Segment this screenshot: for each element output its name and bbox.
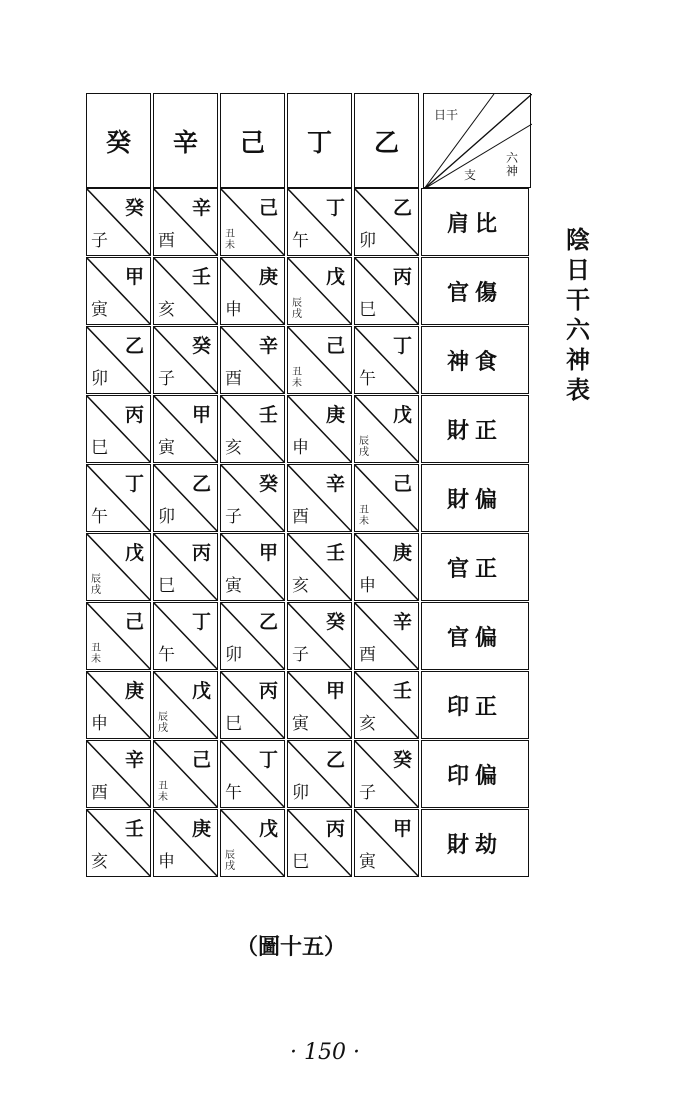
table-cell: [287, 602, 352, 670]
cell-stem: 辛: [124, 749, 144, 771]
table-cell: [153, 602, 218, 670]
cell-stem: 甲: [124, 266, 144, 288]
table-cell: [86, 464, 151, 532]
cell-stem: 庚: [124, 680, 144, 702]
cell-branch: 亥: [359, 714, 376, 734]
table-cell: [86, 395, 151, 463]
table-cell: [153, 740, 218, 808]
table-cell: [354, 533, 419, 601]
cell-branch: 午: [292, 231, 309, 251]
header-stem: 己: [220, 93, 285, 188]
cell-branch: 子: [225, 507, 242, 527]
table-cell: [220, 464, 285, 532]
cell-stem: 戊: [124, 542, 144, 564]
table-cell: [153, 326, 218, 394]
table-cell: [153, 395, 218, 463]
table-cell: [354, 809, 419, 877]
table-cell: [220, 533, 285, 601]
table-cell: [86, 326, 151, 394]
table-cell: [86, 188, 151, 256]
cell-branch: 酉: [158, 231, 175, 251]
cell-stem: 癸: [124, 197, 144, 219]
six-god-label: 官傷: [421, 257, 529, 325]
cell-stem: 甲: [325, 680, 345, 702]
cell-branch: 子: [359, 783, 376, 803]
cell-stem: 戊: [258, 818, 278, 840]
cell-branch: 午: [225, 783, 242, 803]
cell-branch: 酉: [359, 645, 376, 665]
table-cell: [287, 326, 352, 394]
table-cell: [86, 671, 151, 739]
cell-branch: 辰戌: [158, 712, 168, 734]
cell-stem: 丙: [392, 266, 412, 288]
corner-label-branch: 支: [464, 168, 477, 182]
cell-stem: 戊: [325, 266, 345, 288]
cell-branch: 巳: [359, 300, 376, 320]
table-cell: [354, 671, 419, 739]
cell-branch: 申: [359, 576, 376, 596]
table-cell: [287, 671, 352, 739]
cell-stem: 辛: [258, 335, 278, 357]
cell-branch: 辰戌: [91, 574, 101, 596]
table-cell: [354, 464, 419, 532]
cell-branch: 辰戌: [292, 298, 302, 320]
cell-stem: 甲: [191, 404, 211, 426]
cell-stem: 丁: [325, 197, 345, 219]
cell-branch: 亥: [225, 438, 242, 458]
corner-label-six-gods: 六神: [506, 151, 519, 178]
table-cell: [220, 602, 285, 670]
cell-stem: 丙: [191, 542, 211, 564]
cell-stem: 甲: [392, 818, 412, 840]
cell-stem: 丁: [392, 335, 412, 357]
cell-branch: 卯: [359, 231, 376, 251]
table-cell: [220, 188, 285, 256]
cell-branch: 午: [158, 645, 175, 665]
header-stem: 乙: [354, 93, 419, 188]
table-cell: [86, 740, 151, 808]
cell-stem: 乙: [258, 611, 278, 633]
cell-branch: 寅: [359, 852, 376, 872]
cell-branch: 子: [292, 645, 309, 665]
table-cell: [354, 740, 419, 808]
cell-stem: 己: [191, 749, 211, 771]
cell-stem: 乙: [392, 197, 412, 219]
table-cell: [354, 602, 419, 670]
six-god-label: 財正: [421, 395, 529, 463]
table-cell: [287, 809, 352, 877]
cell-stem: 辛: [191, 197, 211, 219]
cell-branch: 丑未: [359, 505, 369, 527]
cell-stem: 乙: [124, 335, 144, 357]
cell-branch: 申: [292, 438, 309, 458]
table-cell: [354, 395, 419, 463]
table-cell: [153, 464, 218, 532]
cell-stem: 戊: [392, 404, 412, 426]
cell-stem: 癸: [258, 473, 278, 495]
cell-stem: 乙: [191, 473, 211, 495]
table-cell: [220, 257, 285, 325]
table-cell: [86, 809, 151, 877]
table-cell: [287, 257, 352, 325]
figure-caption: （圖十五）: [236, 935, 347, 960]
header-stem: 癸: [86, 93, 151, 188]
table-cell: [86, 257, 151, 325]
cell-stem: 癸: [325, 611, 345, 633]
table-cell: [287, 188, 352, 256]
cell-branch: 辰戌: [359, 436, 369, 458]
cell-stem: 丁: [124, 473, 144, 495]
cell-branch: 酉: [292, 507, 309, 527]
six-god-label: 印偏: [421, 740, 529, 808]
table-cell: [153, 188, 218, 256]
cell-stem: 庚: [191, 818, 211, 840]
table-cell: [86, 533, 151, 601]
six-god-label: 印正: [421, 671, 529, 739]
cell-branch: 酉: [225, 369, 242, 389]
six-gods-table: [86, 93, 532, 883]
cell-stem: 丙: [124, 404, 144, 426]
cell-stem: 丙: [258, 680, 278, 702]
cell-branch: 酉: [91, 783, 108, 803]
corner-header: [423, 93, 531, 188]
cell-branch: 子: [158, 369, 175, 389]
cell-branch: 亥: [292, 576, 309, 596]
cell-stem: 己: [325, 335, 345, 357]
cell-stem: 庚: [392, 542, 412, 564]
cell-stem: 己: [392, 473, 412, 495]
table-cell: [354, 188, 419, 256]
cell-branch: 卯: [91, 369, 108, 389]
cell-stem: 甲: [258, 542, 278, 564]
cell-branch: 丑未: [91, 643, 101, 665]
table-cell: [287, 740, 352, 808]
header-stem: 丁: [287, 93, 352, 188]
page-title: 陰日干六神表: [566, 226, 590, 404]
cell-stem: 乙: [325, 749, 345, 771]
six-god-label: 財劫: [421, 809, 529, 877]
cell-stem: 庚: [325, 404, 345, 426]
six-god-label: 財偏: [421, 464, 529, 532]
six-god-label: 官正: [421, 533, 529, 601]
cell-branch: 申: [158, 852, 175, 872]
cell-branch: 丑未: [158, 781, 168, 803]
cell-branch: 亥: [91, 852, 108, 872]
table-cell: [86, 602, 151, 670]
table-cell: [287, 395, 352, 463]
header-stem: 辛: [153, 93, 218, 188]
cell-stem: 己: [124, 611, 144, 633]
cell-stem: 庚: [258, 266, 278, 288]
cell-stem: 癸: [191, 335, 211, 357]
cell-branch: 亥: [158, 300, 175, 320]
cell-branch: 子: [91, 231, 108, 251]
cell-branch: 巳: [225, 714, 242, 734]
cell-branch: 寅: [225, 576, 242, 596]
table-cell: [153, 809, 218, 877]
table-cell: [220, 740, 285, 808]
cell-stem: 壬: [124, 818, 144, 840]
table-cell: [220, 809, 285, 877]
table-cell: [153, 671, 218, 739]
cell-stem: 壬: [392, 680, 412, 702]
cell-branch: 午: [91, 507, 108, 527]
cell-stem: 己: [258, 197, 278, 219]
cell-stem: 癸: [392, 749, 412, 771]
cell-stem: 丙: [325, 818, 345, 840]
cell-stem: 戊: [191, 680, 211, 702]
cell-branch: 丑未: [225, 229, 235, 251]
cell-stem: 丁: [258, 749, 278, 771]
cell-stem: 丁: [191, 611, 211, 633]
cell-stem: 辛: [325, 473, 345, 495]
cell-branch: 卯: [158, 507, 175, 527]
table-cell: [354, 257, 419, 325]
cell-stem: 壬: [191, 266, 211, 288]
page-number: · 150 ·: [290, 1040, 360, 1065]
table-cell: [220, 671, 285, 739]
cell-branch: 巳: [91, 438, 108, 458]
cell-stem: 壬: [258, 404, 278, 426]
cell-branch: 寅: [292, 714, 309, 734]
cell-branch: 申: [225, 300, 242, 320]
corner-label-day-stem: 日干: [434, 108, 459, 122]
cell-branch: 卯: [292, 783, 309, 803]
table-cell: [220, 326, 285, 394]
table-cell: [287, 464, 352, 532]
table-cell: [153, 257, 218, 325]
cell-branch: 丑未: [292, 367, 302, 389]
cell-branch: 寅: [91, 300, 108, 320]
six-god-label: 官偏: [421, 602, 529, 670]
cell-branch: 寅: [158, 438, 175, 458]
cell-branch: 辰戌: [225, 850, 235, 872]
cell-branch: 午: [359, 369, 376, 389]
cell-branch: 巳: [292, 852, 309, 872]
table-cell: [354, 326, 419, 394]
table-cell: [287, 533, 352, 601]
six-god-label: 神食: [421, 326, 529, 394]
table-cell: [220, 395, 285, 463]
cell-branch: 巳: [158, 576, 175, 596]
cell-stem: 辛: [392, 611, 412, 633]
cell-branch: 卯: [225, 645, 242, 665]
cell-branch: 申: [91, 714, 108, 734]
six-god-label: 肩比: [421, 188, 529, 256]
table-cell: [153, 533, 218, 601]
cell-stem: 壬: [325, 542, 345, 564]
